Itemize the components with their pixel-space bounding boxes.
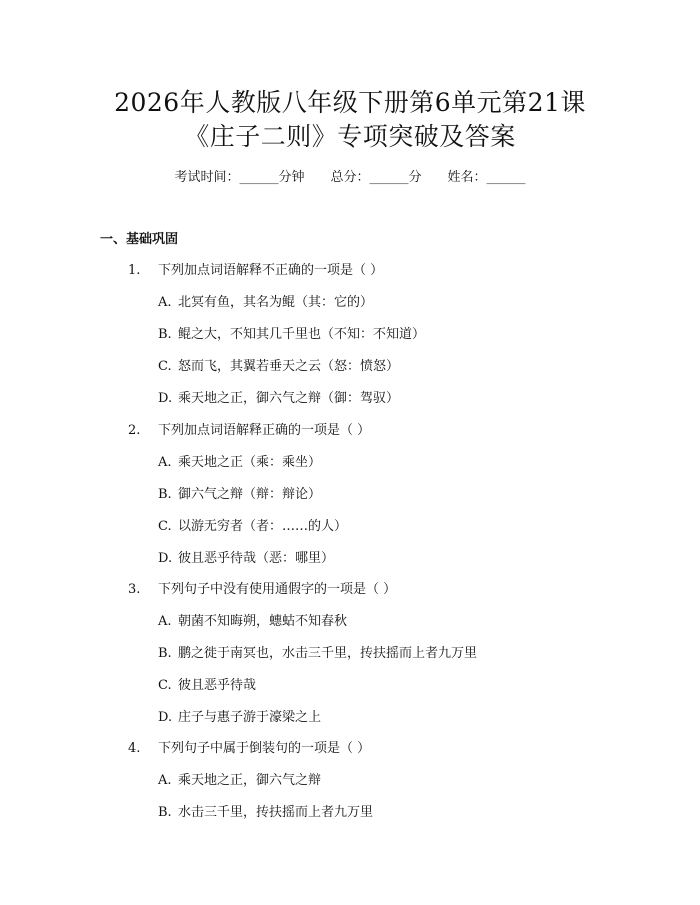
option-text: 水击三千里，抟扶摇而上者九万里 bbox=[178, 805, 374, 820]
option-letter: D. bbox=[158, 391, 173, 406]
option-2b bbox=[158, 485, 321, 505]
option-3b bbox=[158, 644, 477, 664]
question-number: 1. bbox=[128, 263, 141, 278]
option-letter: B. bbox=[158, 805, 172, 820]
question-text: 下列句子中属于倒装句的一项是（ ） bbox=[158, 741, 371, 756]
option-text: 御六气之辩（辩：辩论） bbox=[178, 487, 322, 502]
option-letter: A. bbox=[158, 614, 172, 629]
option-2a bbox=[158, 453, 321, 473]
option-text: 庄子与惠子游于濠梁之上 bbox=[178, 710, 322, 725]
option-letter: C. bbox=[158, 359, 172, 374]
question-text: 下列句子中没有使用通假字的一项是（ ） bbox=[158, 582, 397, 597]
option-1a bbox=[158, 293, 373, 313]
option-letter: D. bbox=[158, 551, 173, 566]
option-letter: D. bbox=[158, 710, 173, 725]
option-1d bbox=[158, 389, 399, 409]
question-text: 下列加点词语解释正确的一项是（ ） bbox=[158, 423, 371, 438]
option-2c bbox=[158, 517, 347, 537]
question-number: 4. bbox=[128, 741, 141, 756]
question-number: 2. bbox=[128, 423, 141, 438]
option-text: 朝菌不知晦朔，蟪蛄不知春秋 bbox=[178, 614, 348, 629]
option-text: 鲲之大，不知其几千里也（不知：不知道） bbox=[178, 327, 426, 342]
option-letter: A. bbox=[158, 773, 172, 788]
option-letter: C. bbox=[158, 519, 172, 534]
option-1b bbox=[158, 325, 425, 345]
option-text: 以游无穷者（者：……的人） bbox=[178, 519, 348, 534]
option-4a bbox=[158, 771, 321, 791]
option-3a bbox=[158, 612, 347, 632]
option-text: 彼且恶乎待哉（恶：哪里） bbox=[178, 551, 335, 566]
option-letter: C. bbox=[158, 678, 172, 693]
question-number: 3. bbox=[128, 582, 141, 597]
option-letter: A. bbox=[158, 455, 172, 470]
option-2d bbox=[158, 549, 334, 569]
page-title-line-2: 《庄子二则》专项突破及答案 bbox=[184, 122, 516, 151]
option-letter: B. bbox=[158, 327, 172, 342]
option-3d bbox=[158, 708, 321, 728]
option-letter: B. bbox=[158, 646, 172, 661]
question-3 bbox=[128, 580, 396, 600]
option-3c bbox=[158, 676, 256, 696]
option-4b bbox=[158, 803, 373, 823]
option-text: 乘天地之正，御六气之辩（御：驾驭） bbox=[178, 391, 400, 406]
question-2 bbox=[128, 421, 370, 441]
option-text: 彼且恶乎待哉 bbox=[178, 678, 257, 693]
option-text: 乘天地之正，御六气之辩 bbox=[178, 773, 322, 788]
question-4 bbox=[128, 739, 370, 759]
option-text: 乘天地之正（乘：乘坐） bbox=[178, 455, 322, 470]
option-letter: A. bbox=[158, 295, 172, 310]
option-letter: B. bbox=[158, 487, 172, 502]
exam-info-line: 考试时间：______分钟 总分：______分 姓名：______ bbox=[174, 170, 526, 185]
section-heading-basics: 一、基础巩固 bbox=[100, 232, 179, 247]
page-title-line-1: 2026年人教版八年级下册第6单元第21课 bbox=[114, 88, 586, 117]
option-text: 怒而飞，其翼若垂天之云（怒：愤怒） bbox=[178, 359, 400, 374]
question-1 bbox=[128, 261, 383, 281]
option-text: 北冥有鱼，其名为鲲（其：它的） bbox=[178, 295, 374, 310]
option-text: 鹏之徙于南冥也，水击三千里，抟扶摇而上者九万里 bbox=[178, 646, 478, 661]
question-text: 下列加点词语解释不正确的一项是（ ） bbox=[158, 263, 384, 278]
option-1c bbox=[158, 357, 399, 377]
